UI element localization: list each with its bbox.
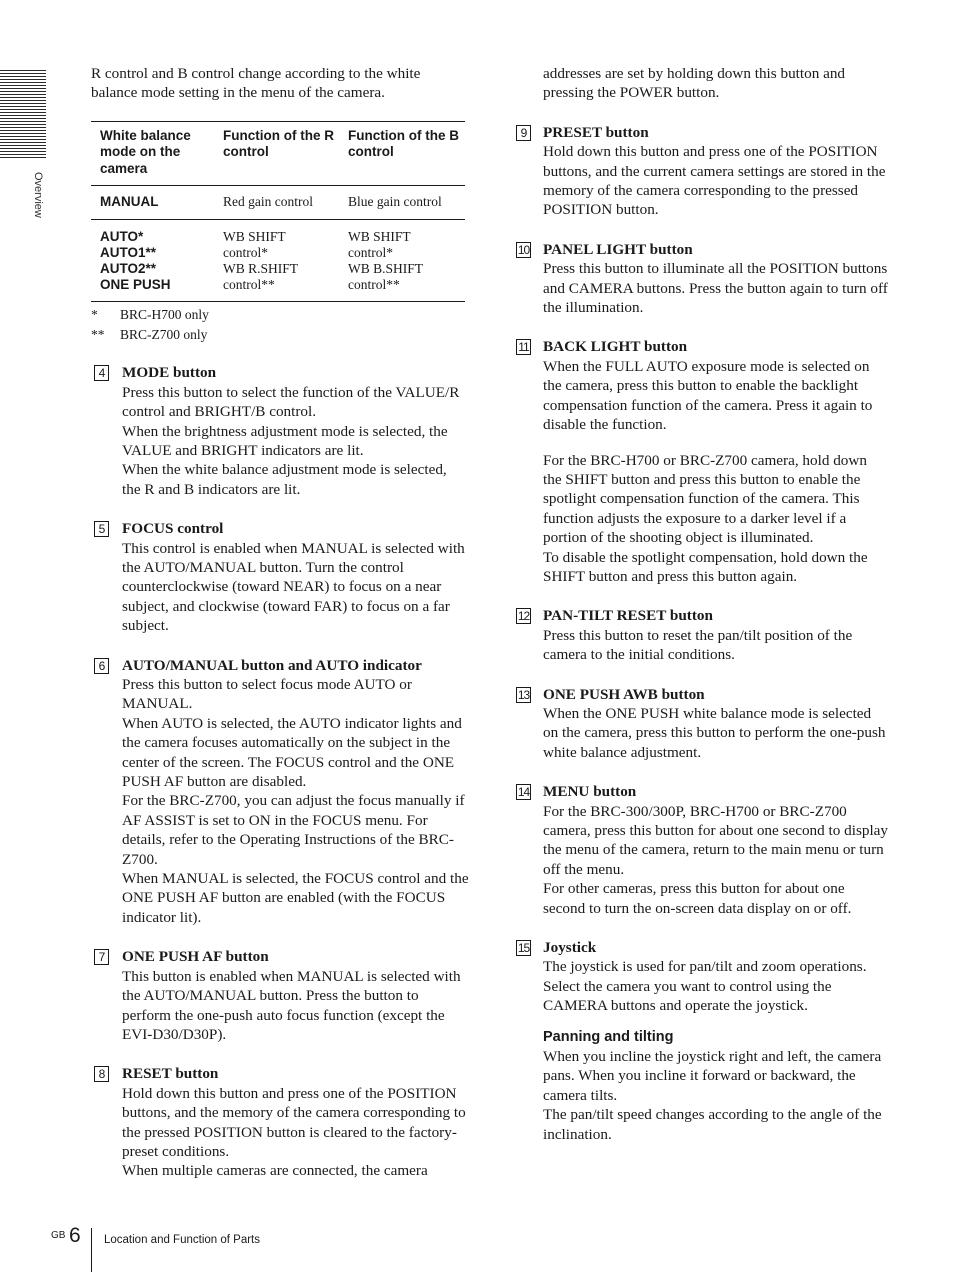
item-title: RESET button xyxy=(122,1065,219,1083)
footer-section-title: Location and Function of Parts xyxy=(104,1234,260,1246)
item-number-badge: 15 xyxy=(517,941,530,956)
item-paragraph: When the brightness adjustment mode is selected, the VALUE and BRIGHT indicators are lit. xyxy=(122,422,448,459)
item-title: ONE PUSH AF button xyxy=(122,948,269,966)
item-title: Joystick xyxy=(543,939,597,957)
table-cell-b: Blue gain control xyxy=(339,186,465,219)
item-paragraph: When the ONE PUSH white balance mode is selected on the camera, press this button to perform the one-push white balance adjustment. xyxy=(543,704,886,761)
footnote-text: BRC-Z700 only xyxy=(120,327,208,343)
left-column xyxy=(91,64,469,1181)
item-paragraph: To disable the spotlight compensation, hold down the SHIFT button and press this button again. xyxy=(543,548,868,585)
item-number-badge: 6 xyxy=(94,658,109,674)
table-row xyxy=(91,219,465,302)
item-title: FOCUS control xyxy=(122,520,224,538)
table-cell-mode: MANUAL xyxy=(91,186,214,219)
item-paragraph: Press this button to select the function of the VALUE/R control and BRIGHT/B control. xyxy=(122,383,460,421)
item-paragraph: This control is enabled when MANUAL is selected with the AUTO/MANUAL button. Turn the control counterclockwise (toward NEAR) to focus on a near subject, and clockwise (toward FAR) to focus on a far subject. xyxy=(122,539,465,635)
item-title: AUTO/MANUAL button and AUTO indicator xyxy=(122,656,422,674)
item-reset-button xyxy=(91,1064,469,1180)
table-footnotes xyxy=(91,305,469,345)
item-paragraph: Press this button to reset the pan/tilt position of the camera to the initial conditions. xyxy=(543,626,853,664)
item-one-push-af-button xyxy=(91,947,469,1044)
item-paragraph: This button is enabled when MANUAL is selected with the AUTO/MANUAL button. Press the button to perform the one-push auto focus function (except the EVI-D30/D30P). xyxy=(122,967,461,1043)
footer-region-code: GB xyxy=(51,1230,66,1241)
item-paragraph: For other cameras, press this button for about one second to turn the on-screen data display on or off. xyxy=(543,880,852,917)
table-header-cell: Function of the B control xyxy=(339,121,465,186)
item-title: PRESET button xyxy=(543,123,649,141)
footnote-mark: * xyxy=(91,307,98,323)
item-number-badge: 7 xyxy=(94,949,109,965)
item-paragraph: For the BRC-H700 or BRC-Z700 camera, hold down the SHIFT button and press this button to enable the spotlight compensation function of the camera. This function adjusts the exposure to a darker level if a portion of the shooting object is illuminated. xyxy=(543,451,867,547)
item-title: BACK LIGHT button xyxy=(543,338,688,356)
footnote-text: BRC-H700 only xyxy=(120,307,209,323)
item-paragraph: The pan/tilt speed changes according to the angle of the inclination. xyxy=(543,1106,882,1143)
table-header-cell: Function of the R control xyxy=(214,121,339,186)
item-title: PANEL LIGHT button xyxy=(543,240,693,258)
item-paragraph: When you incline the joystick right and left, the camera pans. When you incline it forward or backward, the camera tilts. xyxy=(543,1048,882,1104)
item-back-light-button xyxy=(513,337,889,586)
item-paragraph: When MANUAL is selected, the FOCUS control and the ONE PUSH AF button are enabled (with the FOCUS indicator lit). xyxy=(122,870,469,926)
subsection-heading: Panning and tilting xyxy=(543,1028,674,1045)
side-index-bars xyxy=(0,70,46,158)
item-paragraph: For the BRC-Z700, you can adjust the focus manually if AF ASSIST is set to ON in the FOCUS menu. For details, refer to the Operating Instructions of the BRC-Z700. xyxy=(122,792,465,868)
item-subsection xyxy=(543,451,889,587)
item-panel-light-button xyxy=(513,240,889,318)
item-paragraph: Hold down this button and press one of the POSITION buttons, and the memory of the camera corresponding to the pressed POSITION button is cleared to the factory-preset conditions. xyxy=(122,1084,466,1160)
table-row xyxy=(91,186,465,219)
item-number-badge: 8 xyxy=(94,1066,109,1082)
item-number-badge: 11 xyxy=(516,339,531,355)
item-paragraph: Press this button to select focus mode AUTO or MANUAL. xyxy=(122,676,412,713)
continued-paragraph: addresses are set by holding down this button and pressing the POWER button. xyxy=(543,65,846,102)
item-number-badge: 5 xyxy=(94,521,109,537)
item-menu-button xyxy=(513,782,889,918)
item-number-badge: 12 xyxy=(517,609,530,624)
table-cell-r: WB SHIFT control* WB R.SHIFT control** xyxy=(214,219,339,302)
footnote xyxy=(91,305,469,325)
item-paragraph: When the white balance adjustment mode is selected, the R and B indicators are lit. xyxy=(122,461,447,498)
item-title: PAN-TILT RESET button xyxy=(543,607,713,625)
table-cell-mode: AUTO* AUTO1** AUTO2** ONE PUSH xyxy=(91,219,214,302)
table-header-row xyxy=(91,121,465,186)
table-header-cell: White balance mode on the camera xyxy=(91,121,214,186)
item-joystick xyxy=(513,938,889,1144)
item-paragraph: The joystick is used for pan/tilt and zoom operations. Select the camera you want to control using the CAMERA buttons and operate the joystick. xyxy=(543,958,867,1015)
right-column xyxy=(513,64,889,1144)
table-cell-b: WB SHIFT control* WB B.SHIFT control** xyxy=(339,219,465,302)
item-one-push-awb-button xyxy=(513,685,889,763)
item-paragraph: When AUTO is selected, the AUTO indicator lights and the camera focuses automatically on the subject in the center of the screen. The FOCUS control and the ONE PUSH AF button are disabled. xyxy=(122,714,462,791)
item-number-badge: 13 xyxy=(517,687,530,702)
item-title: ONE PUSH AWB button xyxy=(543,685,705,703)
item-number-badge: 9 xyxy=(516,125,531,141)
intro-paragraph: R control and B control change according to the white balance mode setting in the menu of the camera. xyxy=(91,65,421,102)
item-pan-tilt-reset-button xyxy=(513,606,889,664)
table-cell-r: Red gain control xyxy=(214,186,339,219)
item-title: MODE button xyxy=(122,364,217,382)
item-preset-button xyxy=(513,123,889,220)
item-paragraph: Hold down this button and press one of the POSITION buttons, and the current camera settings are stored in the memory of the camera corresponding to the pressed POSITION button. xyxy=(543,143,886,219)
item-auto-manual-button xyxy=(91,656,469,928)
page-number: 6 xyxy=(69,1224,81,1247)
item-focus-control xyxy=(91,519,469,635)
item-paragraph: For the BRC-300/300P, BRC-H700 or BRC-Z700 camera, press this button for about one second to display the menu of the camera, return to the main menu or turn off the menu. xyxy=(543,802,889,878)
continued-text xyxy=(513,64,889,103)
item-mode-button xyxy=(91,363,469,499)
footnote xyxy=(91,325,469,345)
item-number-badge: 4 xyxy=(94,365,109,381)
footnote-mark: ** xyxy=(91,327,105,343)
side-section-label: Overview xyxy=(32,172,44,218)
item-paragraph: When the FULL AUTO exposure mode is selected on the camera, press this button to enable the backlight compensation function of the camera. Press it again to disable the function. xyxy=(543,357,873,434)
item-paragraph: Press this button to illuminate all the POSITION buttons and CAMERA buttons. Press the button again to turn off the illumination. xyxy=(543,260,888,317)
white-balance-table xyxy=(91,121,465,303)
footer-divider xyxy=(91,1228,92,1272)
item-title: MENU button xyxy=(543,783,637,801)
item-paragraph: When multiple cameras are connected, the camera xyxy=(122,1162,428,1180)
item-number-badge: 14 xyxy=(517,785,530,800)
item-number-badge: 10 xyxy=(517,242,530,257)
